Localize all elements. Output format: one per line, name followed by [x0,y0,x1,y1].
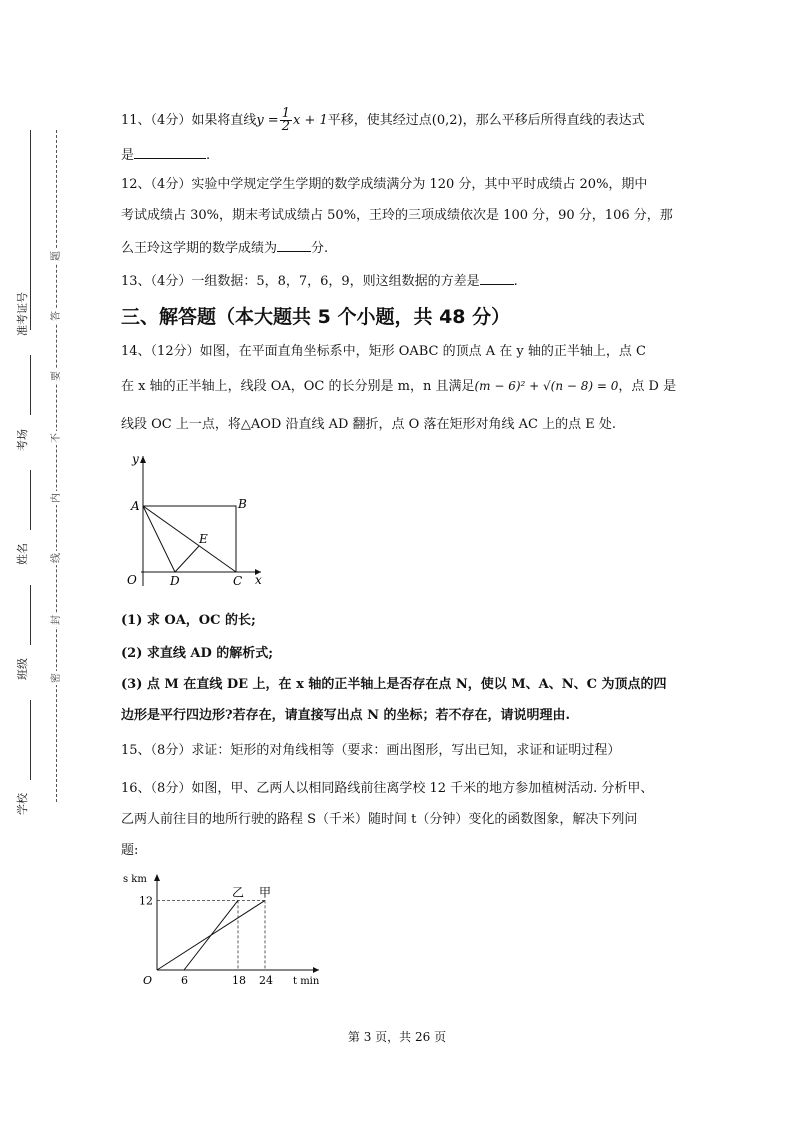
label-e: E [199,532,208,546]
segment-de [175,546,199,572]
binding-line [30,470,31,530]
series-label-1: 甲 [259,885,272,900]
label-exam-id: 准考证号 [16,292,29,336]
section-title: 三、解答题（本大题共 5 个小题，共 48 分） [121,306,511,328]
seal-char: 内 [51,493,62,503]
series-line-2 [184,900,238,970]
label-b: B [238,497,247,511]
q12-line3: 么王玲这学期的数学成绩为 分. [121,241,329,256]
y-axis-arrow [140,456,146,463]
seal-char: 不 [51,433,62,443]
q14-sub1: (1) 求 OA，OC 的长; [121,613,256,628]
equation: (m − 6)² + √(n − 8) = 0 [474,379,619,393]
q14-line3: 线段 OC 上一点，将△AOD 沿直线 AD 翻折，点 O 落在矩形对角线 AC 上的点 E 处. [121,417,616,432]
q14-sub3-line1: (3) 点 M 在直线 DE 上，在 x 轴的正半轴上是否存在点 N，使以 M、A、N、C 为顶点的四 [121,677,667,692]
x-tick-label: 18 [232,974,246,987]
q14-line2: 在 x 轴的正半轴上，线段 OA，OC 的长分别是 m，n 且满足(m − 6)² + √(n − 8) = 0，点 D 是 [121,379,677,394]
series-label-2: 乙 [232,885,245,900]
seal-char: 线 [51,553,62,563]
q11-line1: 11、（4分）如果将直线y = $\frac{1}{2}$ x + 1平移，使其经过点(0,2)，那么平移后所得直线的表达式 [121,106,645,134]
label-c: C [233,574,243,588]
label-name: 姓名 [16,543,29,565]
label-exam-room: 考场 [16,429,29,451]
seal-char: 封 [51,615,62,625]
binding-line [30,700,31,780]
chart-x-label: t min [293,976,320,987]
label-d: D [170,574,180,588]
segment-ad [143,506,175,572]
label-y: y [132,452,139,466]
answer-blank[interactable] [480,272,514,285]
binding-margin [0,0,80,1123]
label-a: A [131,499,140,513]
label-class: 班级 [16,658,29,680]
q12-line2: 考试成绩占 30%，期末考试成绩占 50%，王玲的三项成绩依次是 100 分，90 分，106 分，那 [121,208,673,223]
page-footer: 第 3 页，共 26 页 [347,1030,447,1044]
chart-y-label: s km [123,874,147,885]
seal-dashed-line [56,130,57,802]
answer-blank[interactable] [277,239,311,252]
y-tick-label: 12 [139,894,153,908]
figure-rectangle-oabc [121,448,271,590]
binding-line [30,355,31,415]
answer-blank[interactable] [134,146,206,159]
q15-line: 15、（8分）求证：矩形的对角线相等（要求：画出图形，写出已知，求证和证明过程） [121,743,621,758]
fraction: $\frac{1}{2}$ [281,106,290,134]
label-o: O [127,573,137,587]
q11-line2: 是 . [121,148,211,163]
q16-line2: 乙两人前往目的地所行驶的路程 S（千米）随时间 t（分钟）变化的函数图象，解决下列问 [121,812,638,827]
seal-char: 题 [51,251,62,261]
label-school: 学校 [16,793,29,815]
binding-line [30,130,31,330]
binding-line [30,585,31,645]
seal-char: 密 [51,673,62,683]
seal-char: 答 [51,311,62,321]
q14-sub3-line2: 边形是平行四边形?若存在，请直接写出点 N 的坐标；若不存在，请说明理由. [121,708,571,723]
seal-char: 要 [51,371,62,381]
q12-line1: 12、（4分）实验中学规定学生学期的数学成绩满分为 120 分，其中平时成绩占 20%，期中 [121,177,648,192]
q14-sub2: (2) 求直线 AD 的解析式; [121,646,274,661]
label-x: x [255,573,262,587]
q16-line3: 题: [121,843,139,858]
q13-line: 13、（4分）一组数据：5，8，7，6，9，则这组数据的方差是 . [121,274,518,289]
distance-time-chart [121,866,341,990]
chart-origin-label: O [143,974,153,987]
x-tick-label: 24 [259,974,273,987]
chart-y-arrow [154,874,160,881]
chart-x-arrow [313,967,319,973]
x-tick-label: 6 [181,974,188,987]
q16-line1: 16、（8分）如图，甲、乙两人以相同路线前往离学校 12 千米的地方参加植树活动. 分析甲、 [121,781,654,796]
diagonal-ac [143,506,236,572]
q14-line1: 14、（12分）如图，在平面直角坐标系中，矩形 OABC 的顶点 A 在 y 轴的正半轴上，点 C [121,344,646,359]
